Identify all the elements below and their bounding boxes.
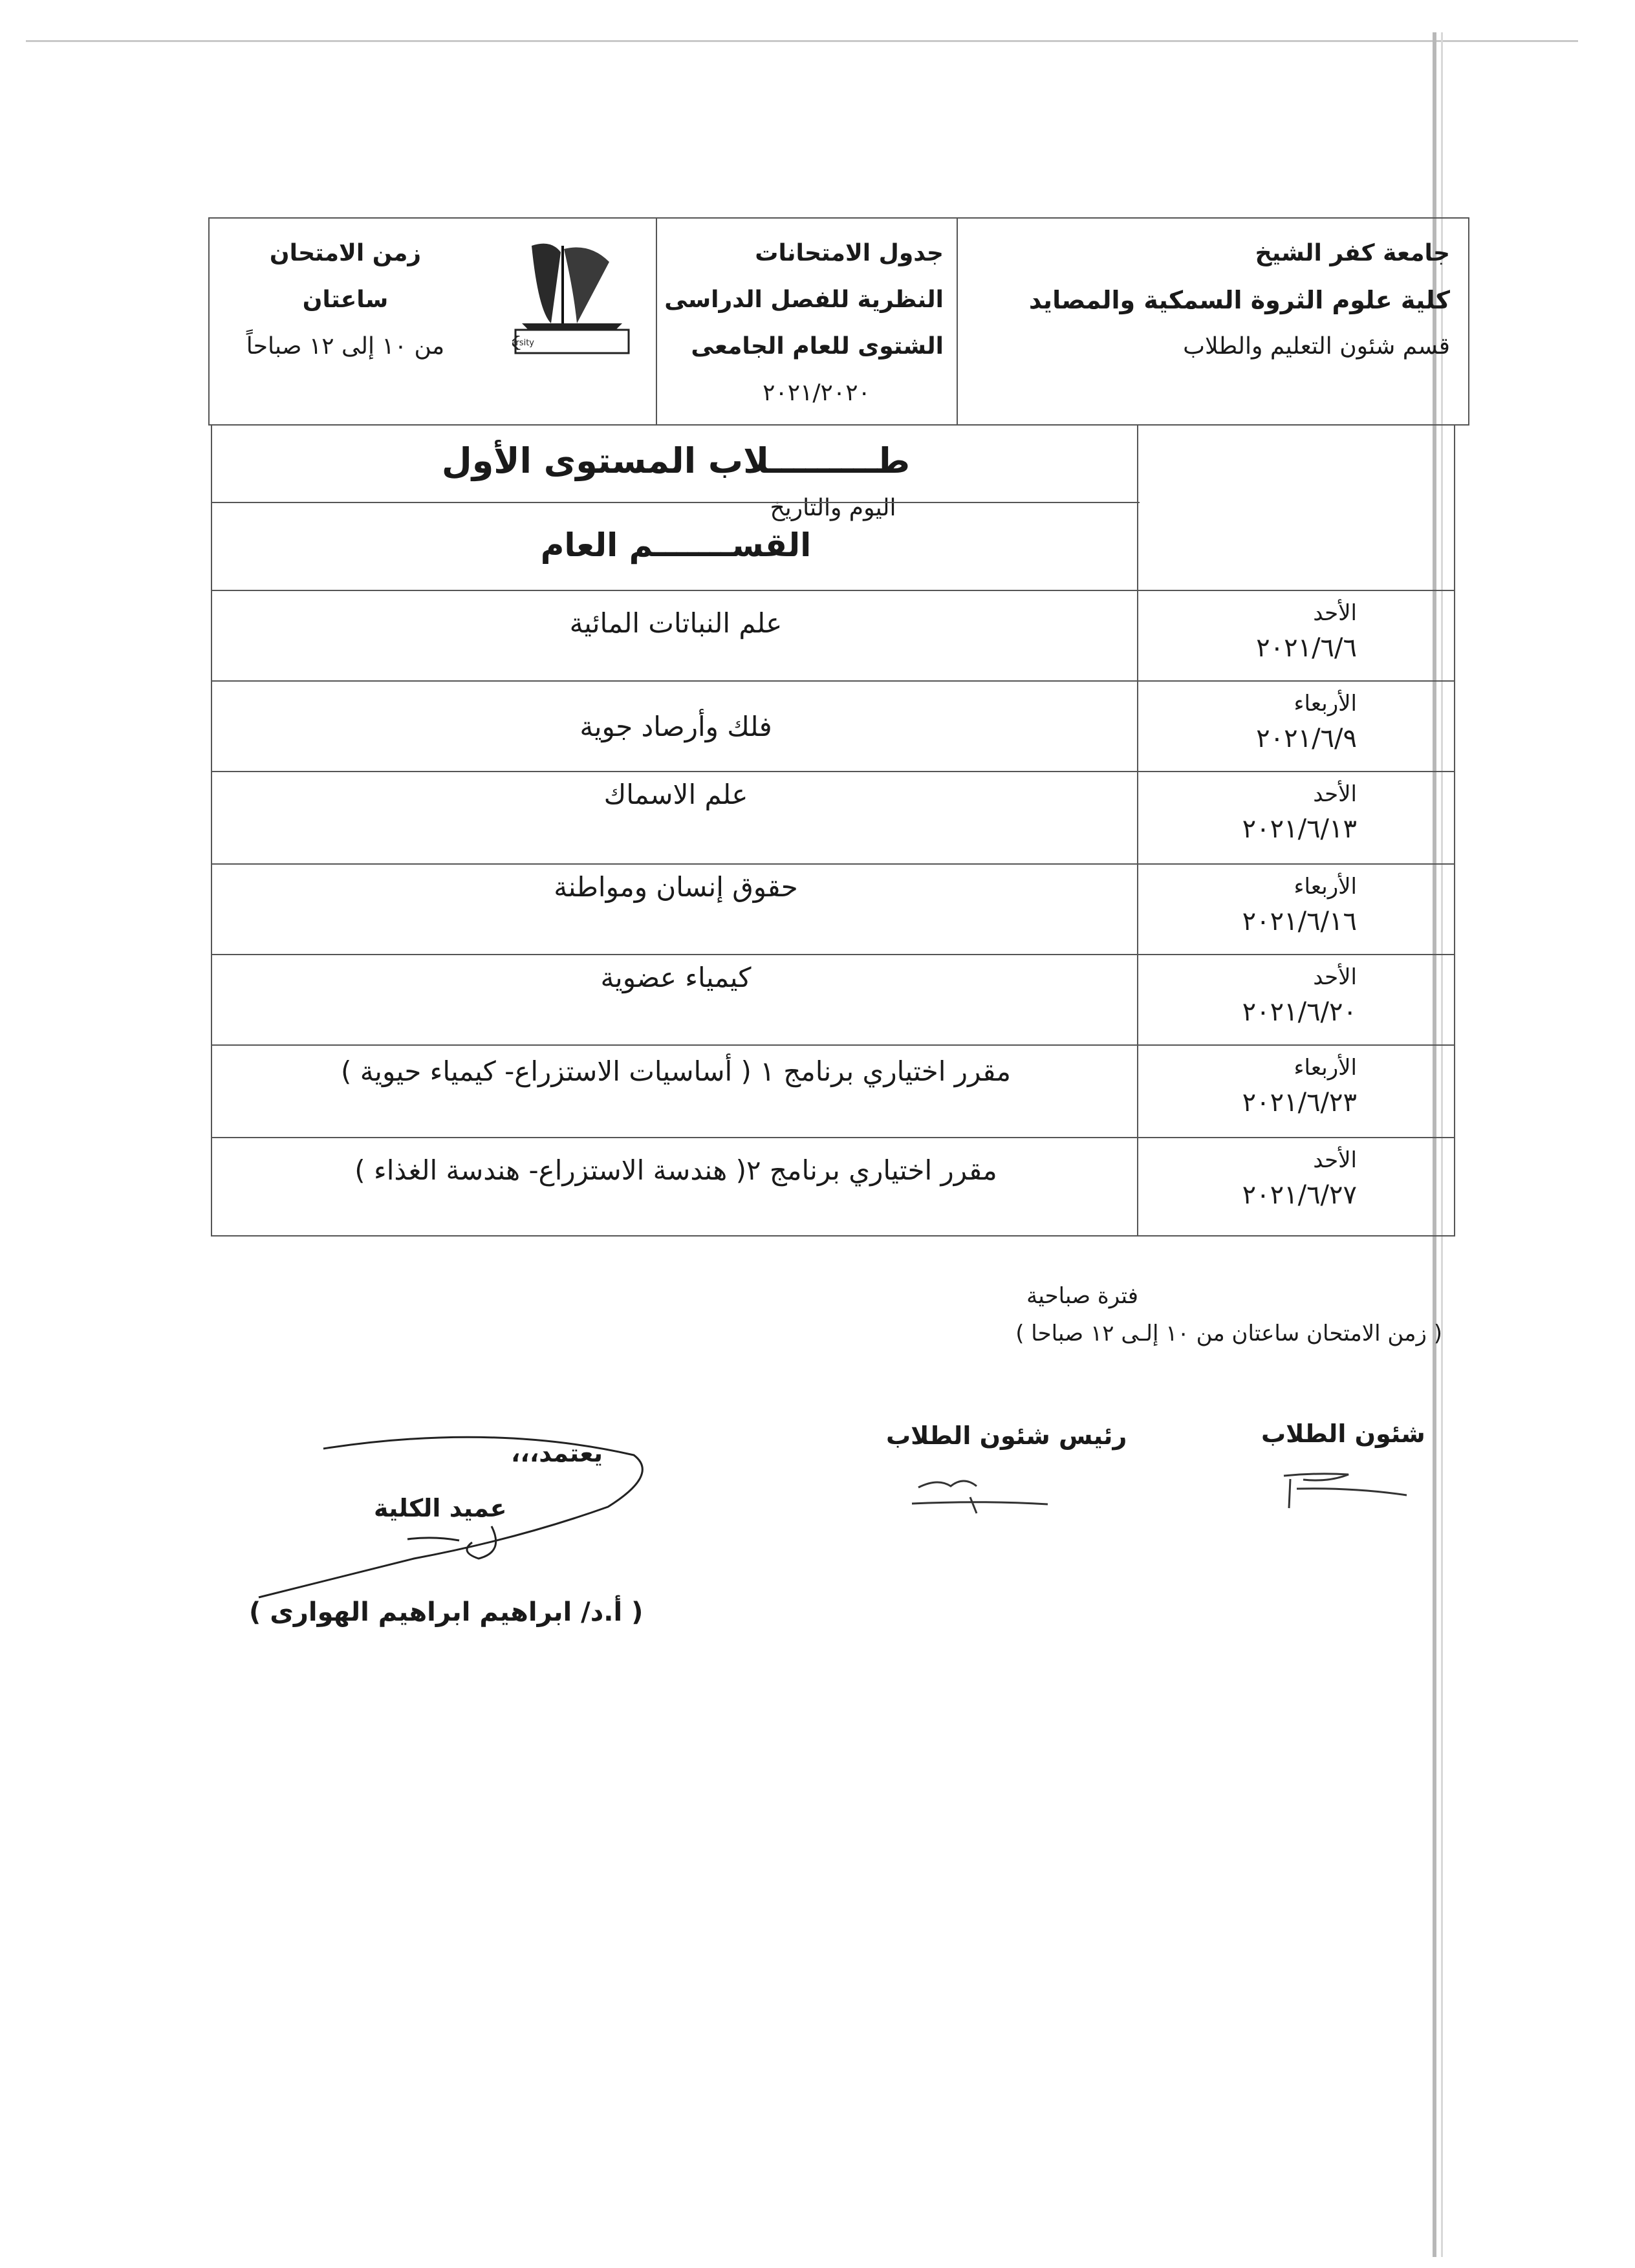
day-date-header: اليوم والتاريخ — [212, 426, 1454, 591]
exam-date: ٢٠٢١/٦/٩ — [1256, 724, 1357, 753]
day-name: الأحد — [1313, 781, 1357, 807]
exam-date: ٢٠٢١/٦/٢٣ — [1242, 1088, 1357, 1118]
approval-label: يعتمد،،، — [511, 1439, 603, 1467]
subject-name: كيمياء عضوية — [600, 962, 752, 993]
table-row — [212, 1046, 1454, 1138]
row-day-cell — [1137, 1046, 1454, 1137]
dean-title: عميد الكلية — [374, 1494, 507, 1522]
schedule-title-line2: النظرية للفصل الدراسى — [664, 286, 944, 313]
department-name: قسم شئون التعليم والطلاب — [1183, 333, 1450, 360]
svg-text:K: K — [512, 332, 520, 355]
row-day-cell — [1137, 682, 1454, 771]
faculty-name: كلية علوم الثروة السمكية والمصايد — [1028, 286, 1450, 314]
academic-year: ٢٠٢١/٢٠٢٠ — [763, 380, 871, 406]
table-row — [212, 591, 1454, 682]
day-name: الأحد — [1313, 600, 1357, 626]
exam-duration: ساعتان — [302, 286, 389, 313]
table-row — [212, 955, 1454, 1046]
table-row — [212, 772, 1454, 865]
head-student-affairs-signature — [905, 1468, 1054, 1520]
exam-time-block — [210, 219, 656, 424]
subject-name: مقرر اختياري برنامج ١ ( أساسيات الاستزراع- كيمياء حيوية ) — [341, 1055, 1011, 1087]
student-affairs-signature — [1277, 1463, 1413, 1515]
row-day-cell — [1137, 865, 1454, 954]
university-name: جامعة كفر الشيخ — [1255, 240, 1450, 266]
day-name: الأحد — [1313, 964, 1357, 990]
subject-name: علم الاسماك — [603, 779, 748, 810]
dean-name: ( أ.د/ ابراهيم ابراهيم الهوارى ) — [249, 1597, 644, 1627]
morning-period-label: فترة صباحية — [1026, 1283, 1138, 1309]
scan-edge-top — [26, 40, 1578, 42]
level-title: طـــــــــلاب المستوى الأول — [212, 426, 1140, 503]
exam-date: ٢٠٢١/٦/٢٠ — [1242, 997, 1357, 1027]
department-title: القســـــــم العام — [212, 503, 1140, 591]
subject-name: علم النباتات المائية — [569, 607, 783, 639]
document-header — [208, 217, 1469, 426]
subject-name: فلك وأرصاد جوية — [579, 711, 772, 742]
dean-signature — [246, 1429, 660, 1617]
exam-date: ٢٠٢١/٦/٦ — [1256, 633, 1357, 663]
subject-name: حقوق إنسان ومواطنة — [554, 871, 798, 903]
exam-schedule-table — [211, 424, 1455, 1237]
exam-time-label: زمن الامتحان — [269, 240, 422, 266]
row-day-cell — [1137, 955, 1454, 1044]
day-name: الأربعاء — [1294, 1055, 1357, 1081]
exam-time-note: ( زمن الامتحان ساعتان من ١٠ إلـى ١٢ صباحا ) — [1015, 1321, 1442, 1346]
row-day-cell — [1137, 1138, 1454, 1235]
exam-date: ٢٠٢١/٦/٢٧ — [1242, 1180, 1357, 1210]
exam-hours: من ١٠ إلى ١٢ صباحاً — [246, 333, 445, 360]
student-affairs-label: شئون الطلاب — [1261, 1420, 1425, 1448]
table-row — [212, 865, 1454, 955]
row-day-cell — [1137, 772, 1454, 863]
sailboat-logo-icon — [512, 233, 632, 356]
university-logo — [512, 233, 632, 356]
day-name: الأحد — [1313, 1147, 1357, 1173]
day-name: الأربعاء — [1294, 691, 1357, 717]
exam-date: ٢٠٢١/٦/١٦ — [1242, 907, 1357, 936]
subject-name: مقرر اختياري برنامج ٢( هندسة الاستزراع- هندسة الغذاء ) — [354, 1154, 997, 1186]
schedule-title-block — [656, 219, 957, 424]
table-row — [212, 1138, 1454, 1235]
exam-period-note — [828, 1277, 1442, 1352]
schedule-title-line1: جدول الامتحانات — [755, 240, 944, 266]
exam-time-text — [210, 230, 481, 370]
exam-date: ٢٠٢١/٦/١٣ — [1242, 814, 1357, 844]
table-row — [212, 682, 1454, 772]
university-block — [957, 219, 1469, 424]
head-student-affairs-label: رئيس شئون الطلاب — [886, 1421, 1127, 1450]
row-day-cell — [1137, 591, 1454, 680]
schedule-title-line3: الشتوى للعام الجامعى — [691, 333, 944, 360]
day-name: الأربعاء — [1294, 874, 1357, 900]
svg-text:afrelsheikh University: ersity — [512, 338, 534, 348]
